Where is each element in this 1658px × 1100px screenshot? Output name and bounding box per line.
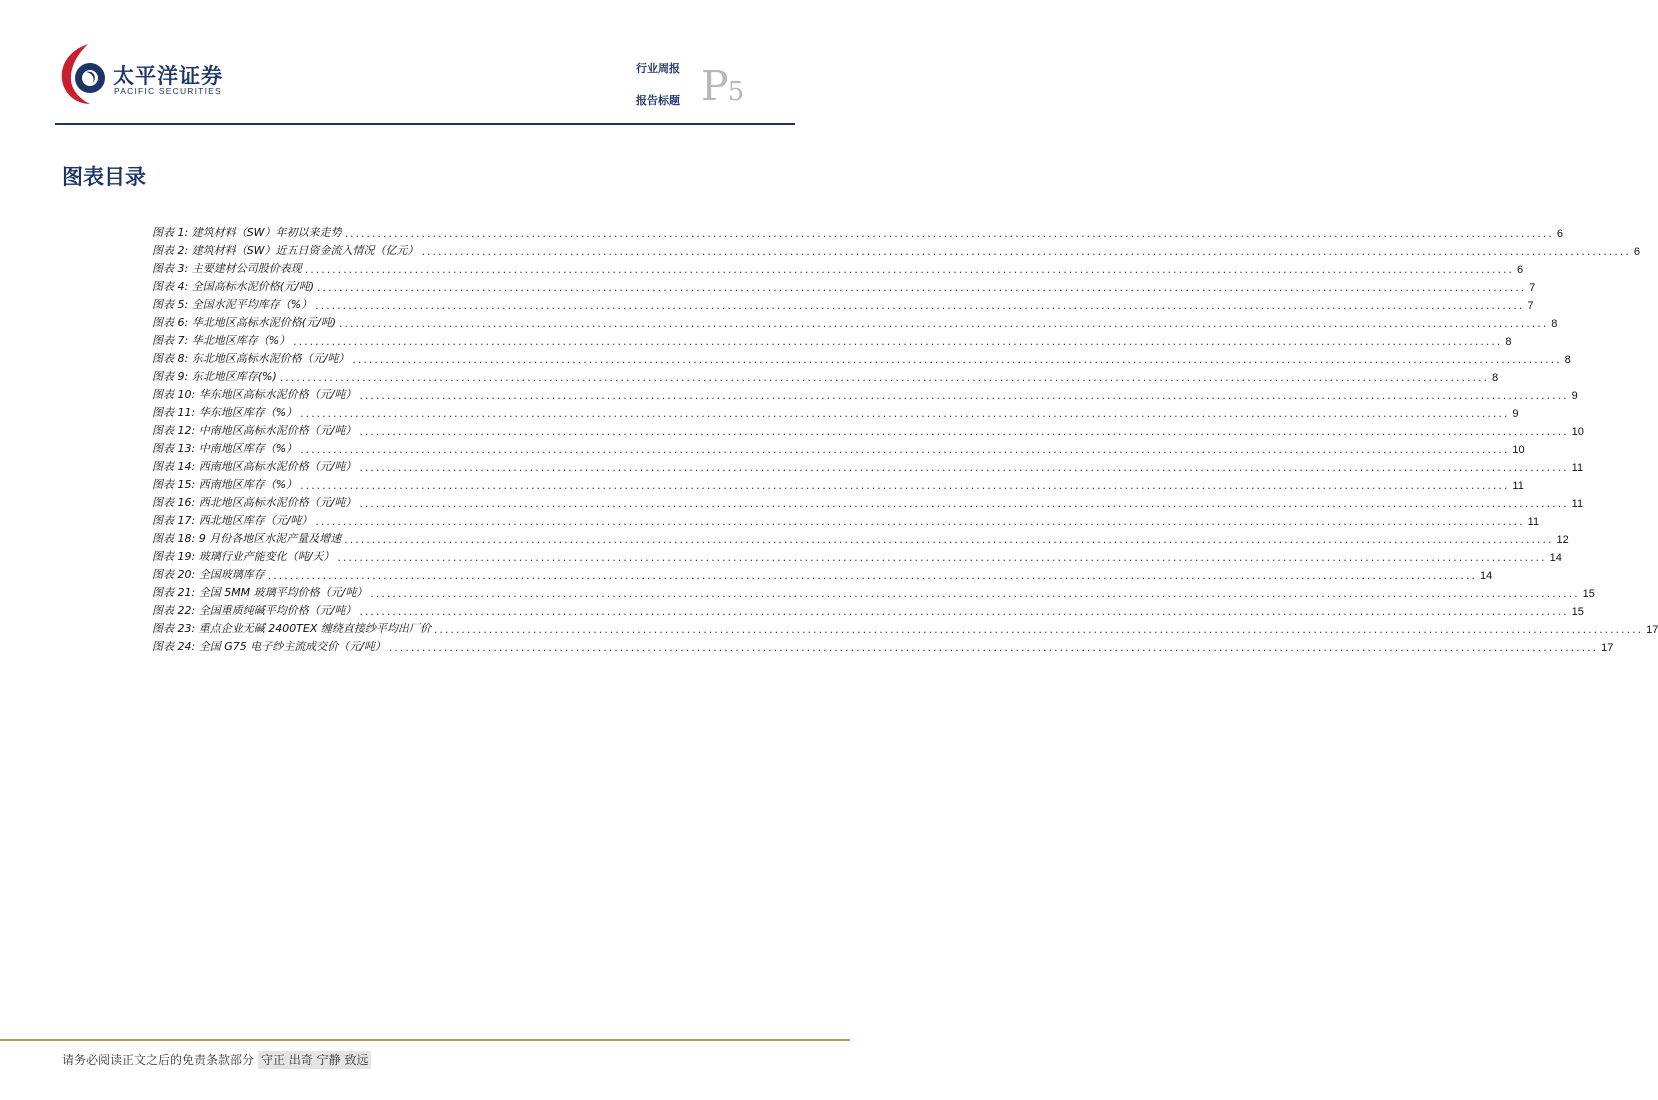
toc-entry-page: 17 bbox=[1601, 642, 1614, 654]
toc-leader-dots: ............................................................................................................................................................................................................................ bbox=[317, 281, 1527, 294]
toc-entry[interactable] bbox=[152, 402, 1519, 420]
toc-leader-dots: ............................................................................................................................................................................................................................ bbox=[433, 623, 1644, 636]
toc-leader-dots: ............................................................................................................................................................................................................................ bbox=[339, 317, 1549, 330]
toc-entry-label: 图表 14: 西南地区高标水泥价格（元/吨） bbox=[152, 460, 357, 473]
toc-entry-label: 图表 18: 9 月份各地区水泥产量及增速 bbox=[152, 532, 342, 545]
toc-entry-page: 10 bbox=[1512, 444, 1525, 456]
toc-entry[interactable] bbox=[152, 564, 1493, 582]
toc-entry[interactable] bbox=[152, 618, 1658, 636]
page-number bbox=[701, 64, 743, 114]
toc-entry-page: 17 bbox=[1646, 624, 1658, 636]
logo-text-en: PACIFIC SECURITIES bbox=[114, 86, 222, 96]
toc-entry[interactable] bbox=[152, 276, 1536, 294]
toc-leader-dots: ............................................................................................................................................................................................................................ bbox=[337, 551, 1547, 564]
toc-entry-label: 图表 22: 全国重质纯碱平均价格（元/吨） bbox=[152, 604, 357, 617]
toc-leader-dots: ............................................................................................................................................................................................................................ bbox=[300, 407, 1510, 420]
toc-leader-dots: ............................................................................................................................................................................................................................ bbox=[421, 245, 1631, 258]
toc-entry-label: 图表 1: 建筑材料（SW）年初以来走势 bbox=[152, 226, 342, 239]
toc-leader-dots: ............................................................................................................................................................................................................................ bbox=[359, 605, 1569, 618]
toc-entry-label: 图表 4: 全国高标水泥价格(元/吨) bbox=[152, 280, 314, 293]
toc-entry[interactable] bbox=[152, 456, 1584, 474]
toc-leader-dots: ............................................................................................................................................................................................................................ bbox=[293, 335, 1503, 348]
footer-disclaimer: 请务必阅读正文之后的免责条款部分 bbox=[62, 1053, 255, 1067]
toc-entry[interactable] bbox=[152, 330, 1512, 348]
toc-leader-dots: ............................................................................................................................................................................................................................ bbox=[388, 641, 1599, 654]
pacific-securities-logo-icon bbox=[58, 42, 110, 108]
toc-entry-page: 14 bbox=[1549, 552, 1562, 564]
section-title: 图表目录 bbox=[62, 165, 146, 189]
toc-leader-dots: ............................................................................................................................................................................................................................ bbox=[359, 461, 1569, 474]
toc-leader-dots: ............................................................................................................................................................................................................................ bbox=[344, 227, 1554, 240]
toc-entry-label: 图表 6: 华北地区高标水泥价格(元/吨) bbox=[152, 316, 336, 329]
toc-entry-label: 图表 8: 东北地区高标水泥价格（元/吨） bbox=[152, 352, 350, 365]
toc-entry-page: 8 bbox=[1564, 354, 1571, 366]
toc-entry[interactable] bbox=[152, 312, 1558, 330]
toc-entry[interactable] bbox=[152, 420, 1584, 438]
toc-leader-dots: ............................................................................................................................................................................................................................ bbox=[315, 299, 1525, 312]
company-logo bbox=[58, 42, 238, 112]
toc-entry[interactable] bbox=[152, 474, 1524, 492]
toc-entry-label: 图表 23: 重点企业无碱 2400TEX 缠绕直接纱平均出厂价 bbox=[152, 622, 431, 635]
page-digit: 5 bbox=[727, 77, 744, 107]
toc-entry-label: 图表 13: 中南地区库存（%） bbox=[152, 442, 298, 455]
toc-entry[interactable] bbox=[152, 510, 1540, 528]
header-rule bbox=[55, 123, 795, 125]
toc-entry-label: 图表 20: 全国玻璃库存 bbox=[152, 568, 265, 581]
toc-entry[interactable] bbox=[152, 582, 1595, 600]
toc-entry-label: 图表 15: 西南地区库存（%） bbox=[152, 478, 298, 491]
toc-entry-page: 8 bbox=[1491, 372, 1499, 384]
toc-entry-page: 11 bbox=[1571, 498, 1584, 510]
toc-leader-dots: ............................................................................................................................................................................................................................ bbox=[359, 425, 1569, 438]
report-title: 报告标题 bbox=[636, 94, 680, 107]
toc-entry-label: 图表 2: 建筑材料（SW）近五日资金流入情况（亿元） bbox=[152, 244, 419, 257]
toc-entry[interactable] bbox=[152, 222, 1563, 240]
toc-entry-page: 7 bbox=[1529, 282, 1536, 294]
toc-entry[interactable] bbox=[152, 348, 1571, 366]
toc-entry-page: 6 bbox=[1516, 264, 1524, 276]
toc-entry-label: 图表 5: 全国水泥平均库存（%） bbox=[152, 298, 313, 311]
toc-entry-label: 图表 12: 中南地区高标水泥价格（元/吨） bbox=[152, 424, 357, 437]
report-category: 行业周报 bbox=[636, 62, 680, 75]
table-of-contents bbox=[152, 222, 1658, 654]
toc-entry[interactable] bbox=[152, 636, 1614, 654]
toc-entry-page: 11 bbox=[1571, 462, 1584, 474]
toc-leader-dots: ............................................................................................................................................................................................................................ bbox=[300, 443, 1510, 456]
footer bbox=[62, 1051, 371, 1068]
toc-entry-label: 图表 3: 主要建材公司股价表现 bbox=[152, 262, 302, 275]
toc-entry-page: 8 bbox=[1551, 318, 1558, 330]
toc-entry[interactable] bbox=[152, 600, 1584, 618]
toc-entry-page: 9 bbox=[1512, 408, 1519, 420]
toc-entry[interactable] bbox=[152, 258, 1524, 276]
toc-entry-label: 图表 11: 华东地区库存（%） bbox=[152, 406, 298, 419]
toc-entry-label: 图表 7: 华北地区库存（%） bbox=[152, 334, 291, 347]
toc-entry[interactable] bbox=[152, 546, 1562, 564]
toc-entry-page: 14 bbox=[1479, 570, 1493, 582]
toc-entry[interactable] bbox=[152, 240, 1640, 258]
toc-entry-page: 11 bbox=[1512, 480, 1524, 492]
toc-leader-dots: ............................................................................................................................................................................................................................ bbox=[304, 263, 1514, 276]
toc-entry-label: 图表 19: 玻璃行业产能变化（吨/天） bbox=[152, 550, 335, 563]
toc-leader-dots: ............................................................................................................................................................................................................................ bbox=[352, 353, 1562, 366]
toc-entry[interactable] bbox=[152, 384, 1578, 402]
toc-entry-page: 11 bbox=[1527, 516, 1540, 528]
toc-entry[interactable] bbox=[152, 294, 1534, 312]
toc-leader-dots: ............................................................................................................................................................................................................................ bbox=[315, 515, 1525, 528]
toc-entry-label: 图表 24: 全国 G75 电子纱主流成交价（元/吨） bbox=[152, 640, 386, 653]
logo-text-cn: 太平洋证券 bbox=[113, 64, 223, 88]
toc-entry-page: 6 bbox=[1633, 246, 1640, 258]
toc-entry-page: 7 bbox=[1527, 300, 1534, 312]
toc-entry-label: 图表 10: 华东地区高标水泥价格（元/吨） bbox=[152, 388, 357, 401]
toc-entry-page: 12 bbox=[1556, 534, 1569, 546]
toc-leader-dots: ............................................................................................................................................................................................................................ bbox=[359, 497, 1569, 510]
toc-entry-label: 图表 16: 西北地区高标水泥价格（元/吨） bbox=[152, 496, 357, 509]
toc-entry-page: 8 bbox=[1505, 336, 1512, 348]
toc-entry-label: 图表 17: 西北地区库存（元/吨） bbox=[152, 514, 313, 527]
toc-entry-page: 10 bbox=[1571, 426, 1584, 438]
toc-entry[interactable] bbox=[152, 492, 1584, 510]
toc-leader-dots: ............................................................................................................................................................................................................................ bbox=[344, 533, 1554, 546]
footer-rule bbox=[0, 1039, 850, 1041]
toc-leader-dots: ............................................................................................................................................................................................................................ bbox=[359, 389, 1569, 402]
toc-entry-page: 6 bbox=[1556, 228, 1563, 240]
toc-entry-label: 图表 21: 全国 5MM 玻璃平均价格（元/吨） bbox=[152, 586, 368, 599]
toc-entry[interactable] bbox=[152, 366, 1499, 384]
toc-entry-page: 15 bbox=[1582, 588, 1595, 600]
toc-leader-dots: ............................................................................................................................................................................................................................ bbox=[370, 587, 1580, 600]
footer-motto: 守正 出奇 宁静 致远 bbox=[258, 1051, 371, 1069]
toc-entry-page: 15 bbox=[1571, 606, 1584, 618]
toc-entry[interactable] bbox=[152, 528, 1569, 546]
page-prefix: P bbox=[701, 62, 728, 110]
toc-entry[interactable] bbox=[152, 438, 1525, 456]
toc-entry-page: 9 bbox=[1571, 390, 1578, 402]
toc-entry-label: 图表 9: 东北地区库存(%) bbox=[152, 370, 277, 383]
toc-leader-dots: ............................................................................................................................................................................................................................ bbox=[300, 479, 1510, 492]
toc-leader-dots: ............................................................................................................................................................................................................................ bbox=[279, 371, 1489, 384]
toc-leader-dots: ............................................................................................................................................................................................................................ bbox=[267, 569, 1477, 582]
